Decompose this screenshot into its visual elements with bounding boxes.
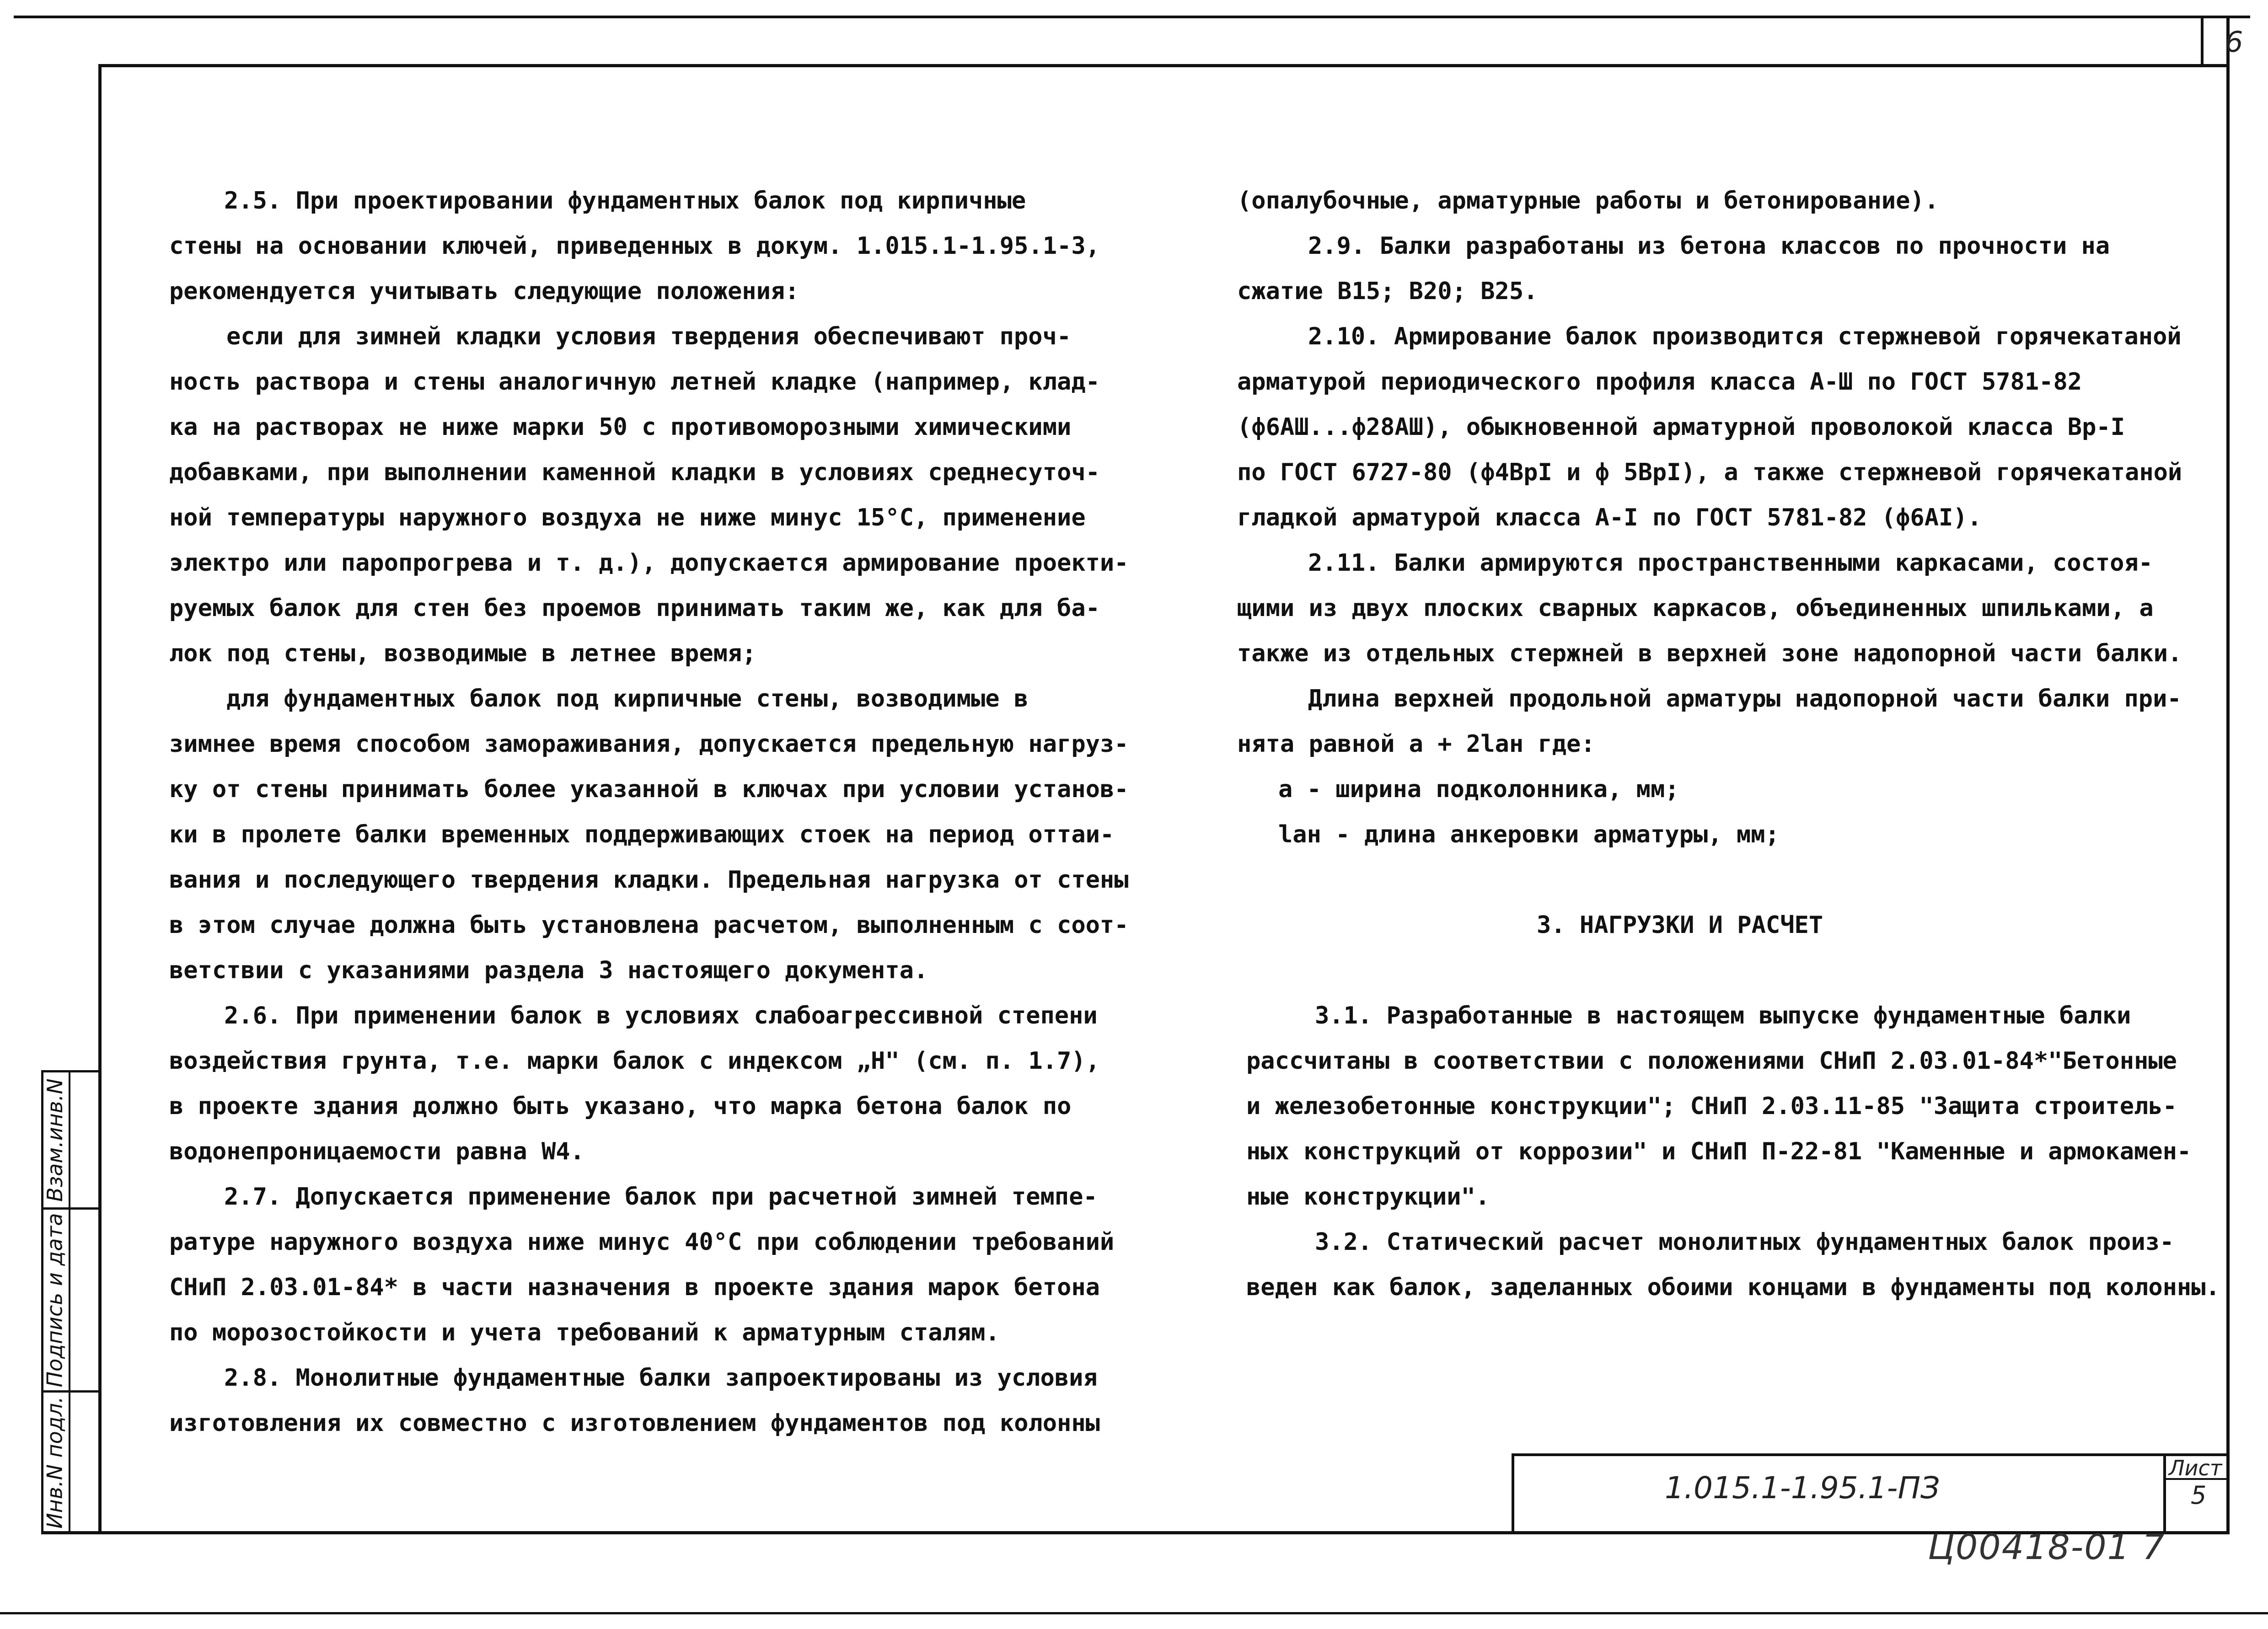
text-line: (ф6АШ...ф28АШ), обыкновенной арматурной проволокой класса Вр-I [1237,413,2125,441]
text-line: для фундаментных балок под кирпичные стены, возводимые в [226,685,1029,713]
text-line: ность раствора и стены аналогичную летней кладке (например, клад- [169,368,1100,396]
text-line: и железобетонные конструкции"; СНиП 2.03.11-85 "Защита строитель- [1246,1093,2177,1120]
text-line: 2.5. При проектировании фундаментных балок под кирпичные [224,187,1026,214]
text-line: изготовления их совместно с изготовлением фундаментов под колонны [169,1409,1100,1437]
bottom-trim-line [0,1612,2268,1614]
text-line: арматурой периодического профиля класса А-Ш по ГОСТ 5781-82 [1237,368,2082,396]
text-line: зимнее время способом замораживания, допускается предельную нагруз- [169,730,1129,758]
text-line: сжатие В15; В20; В25. [1237,278,1538,305]
spacer [1237,948,2202,993]
text-line: щими из двух плоских сварных каркасов, объединенных шпильками, а [1237,595,2154,622]
text-line: ратуре наружного воздуха ниже минус 40°С при соблюдении требований [169,1228,1115,1256]
text-line: 2.10. Армирование балок производится стержневой горячекатаной [1308,323,2182,350]
frame-bottom [41,1531,2230,1534]
frame-left [98,64,102,1534]
text-line: 3.2. Статический расчет монолитных фундаментных балок произ- [1315,1228,2174,1256]
stamp-signature-date: Подпись и дата [43,1212,67,1388]
text-line: 2.11. Балки армируются пространственными каркасами, состоя- [1308,549,2153,577]
title-block-left [1512,1453,1514,1534]
text-line: lан - длина анкеровки арматуры, мм; [1278,821,1780,848]
text-line: а - ширина подколонника, мм; [1278,776,1679,803]
text-line: ной температуры наружного воздуха не ниже минус 15°С, применение [169,504,1086,531]
text-line: электро или паропрогрева и т. д.), допускается армирование проекти- [169,549,1129,577]
text-line: водонепроницаемости равна W4. [169,1138,584,1165]
text-line: 3.1. Разработанные в настоящем выпуске фундаментные балки [1315,1002,2131,1029]
text-line: рекомендуется учитывать следующие положения: [169,278,799,305]
top-trim-line [14,16,2250,18]
text-line: Длина верхней продольной арматуры надопорной части балки при- [1308,685,2182,713]
title-block-top [1512,1453,2230,1456]
page-number: 6 [2225,25,2243,59]
text-line: стены на основании ключей, приведенных в докум. 1.015.1-1.95.1-3, [169,232,1100,260]
page-number-box-left [2201,16,2204,67]
text-line: лок под стены, возводимые в летнее время; [169,640,756,667]
text-line: воздействия грунта, т.е. марки балок с индексом „Н" (см. п. 1.7), [169,1047,1100,1075]
document-code: 1.015.1-1.95.1-ПЗ [1665,1470,1940,1506]
text-line: СНиП 2.03.01-84* в части назначения в проекте здания марок бетона [169,1274,1100,1301]
frame-top [98,64,2230,67]
frame-right [2226,16,2230,1534]
sheet-number: 5 [2191,1481,2207,1510]
right-column [1237,178,2220,1310]
text-line: по ГОСТ 6727-80 (ф4ВрI и ф 5ВрI), а также стержневой горячекатаной [1237,459,2182,486]
text-line: (опалубочные, арматурные работы и бетонирование). [1237,187,1939,214]
text-line: 2.8. Монолитные фундаментные балки запроектированы из условия [224,1364,1098,1392]
text-line: ных конструкций от коррозии" и СНиП П-22-81 "Каменные и армокамен- [1246,1138,2192,1165]
stamp-replacement-inv: Взам.инв.N [43,1078,67,1202]
text-line: ные конструкции". [1246,1183,1490,1211]
text-line: ветствии с указаниями раздела 3 настоящего документа. [169,957,928,984]
text-line: ка на растворах не ниже марки 50 с противоморозными химическими [169,413,1072,441]
text-line: в проекте здания должно быть указано, что марка бетона балок по [169,1093,1072,1120]
text-line: веден как балок, заделанных обоими концами в фундаменты под колонны. [1246,1274,2220,1301]
text-line: 2.7. Допускается применение балок при расчетной зимней темпе- [224,1183,1098,1211]
text-line: 2.6. При применении балок в условиях слабоагрессивной степени [224,1002,1098,1029]
text-line: вания и последующего твердения кладки. Предельная нагрузка от стены [169,866,1129,894]
text-line: в этом случае должна быть установлена расчетом, выполненным с соот- [169,911,1129,939]
text-line: 2.9. Балки разработаны из бетона классов по прочности на [1308,232,2110,260]
text-line: нята равной а + 2lан где: [1237,730,1595,758]
text-line: гладкой арматурой класса А-I по ГОСТ 5781-82 (ф6АI). [1237,504,1982,531]
text-line: ки в пролете балки временных поддерживающих стоек на период оттаи- [169,821,1115,848]
text-line: по морозостойкости и учета требований к арматурным сталям. [169,1319,1000,1346]
section-heading: 3. НАГРУЗКИ И РАСЧЕТ [1537,911,1823,939]
stamp-inv-number: Инв.N подл. [43,1396,68,1529]
archive-code: Ц00418-01 7 [1928,1527,2166,1567]
text-line: добавками, при выполнении каменной кладки в условиях среднесуточ- [169,459,1100,486]
text-line: рассчитаны в соответствии с положениями СНиП 2.03.01-84*"Бетонные [1246,1047,2177,1075]
text-line: ку от стены принимать более указанной в ключах при условии установ- [169,776,1129,803]
spacer [1237,857,2202,903]
text-line: если для зимней кладки условия твердения обеспечивают проч- [226,323,1072,350]
sheet-label: Лист [2169,1456,2222,1480]
left-column [169,178,1129,1446]
text-line: также из отдельных стержней в верхней зоне надопорной части балки. [1237,640,2182,667]
title-block-sheet-divider [2163,1453,2166,1534]
text-line: руемых балок для стен без проемов принимать таким же, как для ба- [169,595,1100,622]
